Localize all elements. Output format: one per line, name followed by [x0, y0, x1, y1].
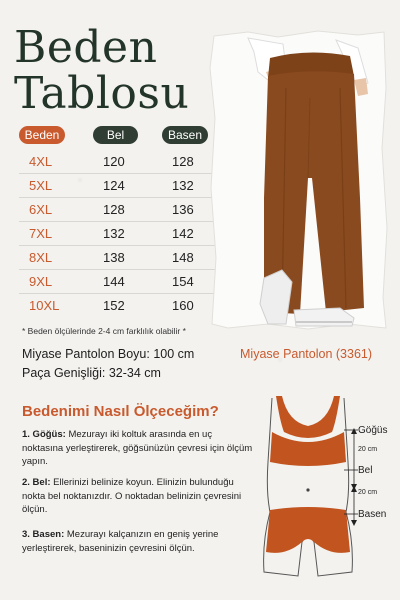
waist-cell: 138: [103, 250, 125, 265]
hip-cell: 136: [172, 202, 194, 217]
table-row: [19, 198, 215, 222]
waist-cell: 128: [103, 202, 125, 217]
header-waist: Bel: [93, 126, 138, 144]
leg-width-spec: Paça Genişliği: 32-34 cm: [22, 366, 161, 380]
size-cell: 7XL: [29, 226, 53, 241]
gap-label: 20 cm: [358, 446, 378, 453]
step-text: Ellerinizi belinize koyun. Elinizin bulunduğu nokta bel noktanızdır. O noktadan belinizin çevresini ölçün.: [22, 477, 242, 515]
size-cell: 6XL: [29, 202, 53, 217]
table-row: [19, 222, 215, 246]
step-chest: [22, 428, 254, 469]
step-label: 2. Bel:: [22, 477, 51, 488]
product-name: Miyase Pantolon (3361): [240, 347, 373, 361]
hip-cell: 142: [172, 226, 194, 241]
waist-cell: 144: [103, 274, 125, 289]
waist-cell: 124: [103, 178, 125, 193]
size-cell: 4XL: [29, 154, 53, 169]
title-line-2: Tablosu: [14, 68, 190, 119]
table-row: [19, 174, 215, 198]
size-cell: 9XL: [29, 274, 53, 289]
step-text: Mezurayı kalçanızın en geniş yerine yerleştirerek, baseninizin çevresini ölçün.: [22, 529, 219, 554]
table-row: [19, 270, 215, 294]
table-row: [19, 294, 215, 317]
waist-cell: 152: [103, 298, 125, 313]
table-row: [19, 150, 215, 174]
hip-cell: 128: [172, 154, 194, 169]
page-title: [14, 22, 190, 119]
size-cell: 8XL: [29, 250, 53, 265]
hip-cell: 154: [172, 274, 194, 289]
waist-cell: 120: [103, 154, 125, 169]
header-size: Beden: [19, 126, 65, 144]
measurement-figure: [258, 392, 398, 592]
hip-cell: 160: [172, 298, 194, 313]
step-waist: [22, 476, 254, 517]
step-label: 1. Göğüs:: [22, 429, 66, 440]
chest-label: Göğüs: [358, 425, 388, 436]
header-hip: Basen: [162, 126, 208, 144]
hip-label: Basen: [358, 509, 387, 520]
title-line-1: Beden: [14, 22, 158, 73]
howto-title: Bedenimi Nasıl Ölçeceğim?: [22, 403, 219, 420]
table-row: [19, 246, 215, 270]
gap-label: 20 cm: [358, 489, 378, 496]
pant-length-spec: Miyase Pantolon Boyu: 100 cm: [22, 347, 195, 361]
size-cell: 5XL: [29, 178, 53, 193]
hip-cell: 132: [172, 178, 194, 193]
product-photo: [208, 28, 388, 333]
step-hip: [22, 528, 254, 555]
step-text: Mezurayı iki koltuk arasında en uç noktasına yerleştirerek, göğsünüzün çevresi için ölçüm yapın.: [22, 429, 253, 467]
waist-cell: 132: [103, 226, 125, 241]
waist-label: Bel: [358, 465, 373, 476]
hip-cell: 148: [172, 250, 194, 265]
size-cell: 10XL: [29, 298, 60, 313]
size-table: [19, 150, 215, 317]
size-note: * Beden ölçülerinde 2-4 cm farklılık olabilir *: [22, 326, 186, 336]
step-label: 3. Basen:: [22, 529, 65, 540]
